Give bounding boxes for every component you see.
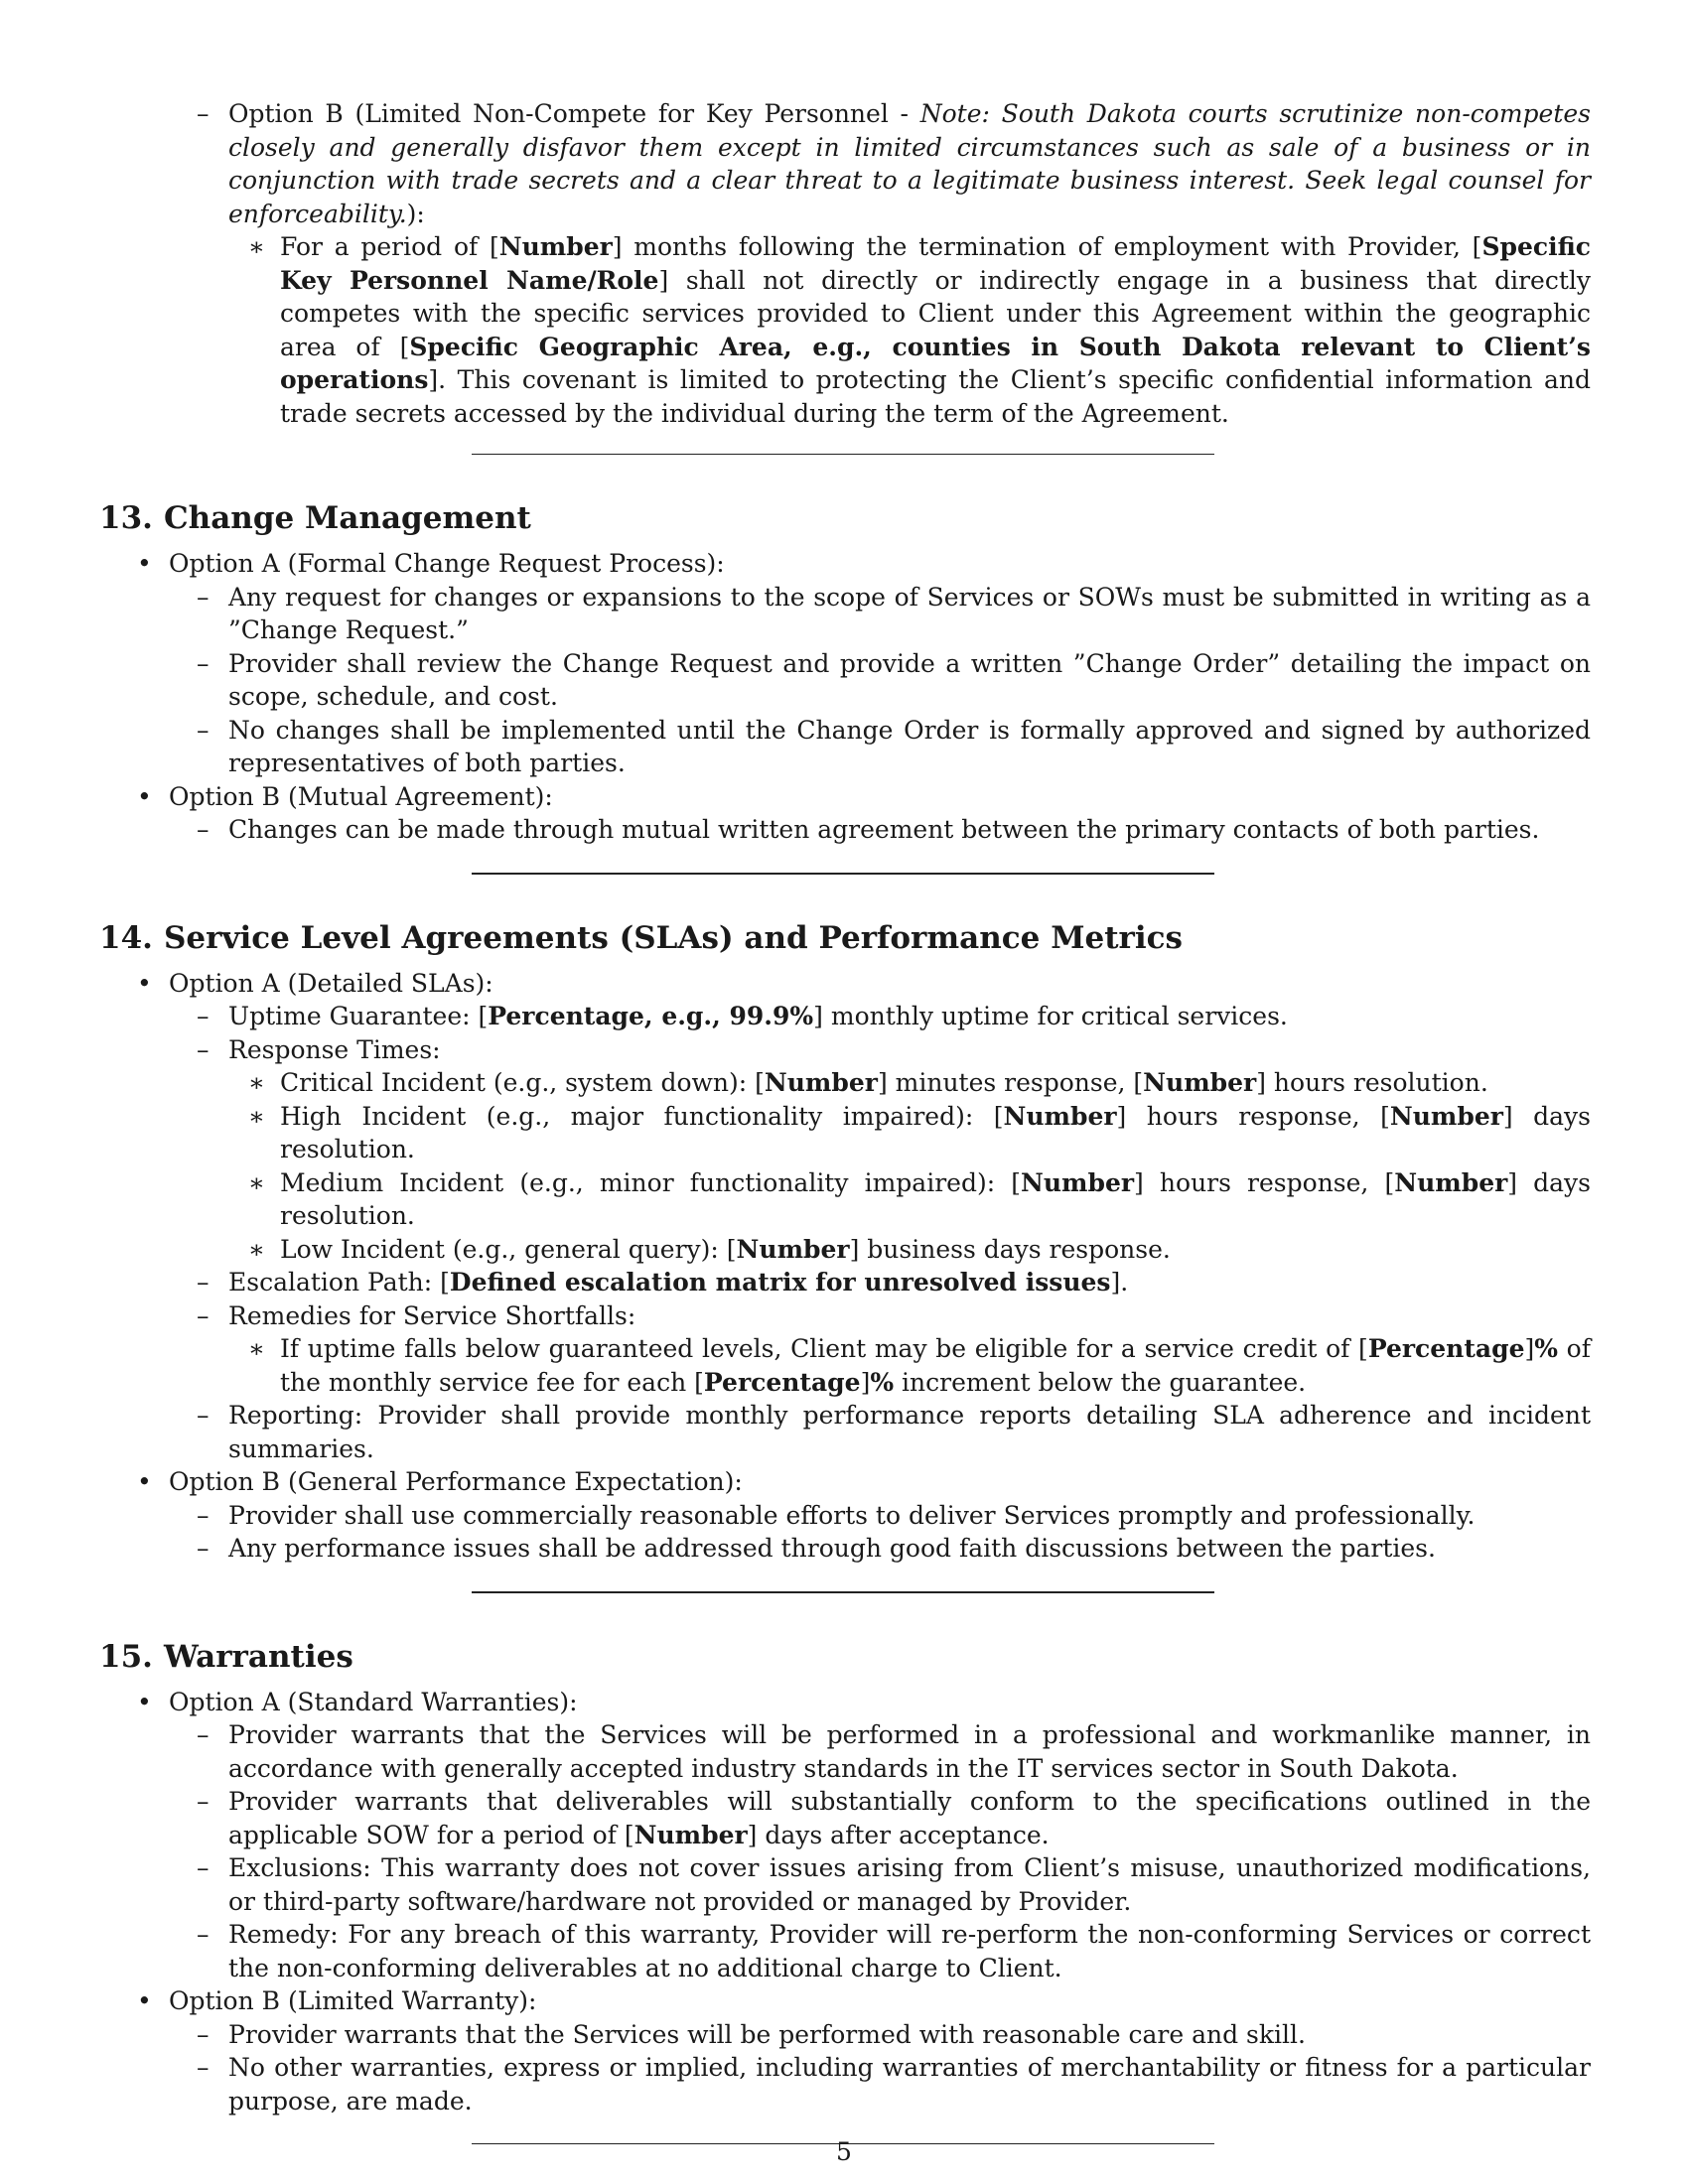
bullet-marker: • bbox=[137, 1986, 152, 2015]
list-item: – Changes can be made through mutual written agreement between the primary contacts of both parties. bbox=[99, 813, 1591, 847]
list-item: – Provider shall use commercially reasonable efforts to deliver Services promptly and professionally. bbox=[99, 1499, 1591, 1533]
dash-marker: – bbox=[197, 1002, 210, 1030]
dash-marker: – bbox=[197, 1500, 210, 1530]
bullet-marker: • bbox=[137, 968, 152, 998]
star-marker: ∗ bbox=[248, 1334, 265, 1363]
sub-list bbox=[99, 581, 1591, 780]
section-heading-14: 14. Service Level Agreements (SLAs) and Performance Metrics bbox=[99, 919, 1183, 956]
section-heading-13: 13. Change Management bbox=[99, 500, 531, 536]
list-item: ∗ Low Incident (e.g., general query): [Number] business days response. bbox=[99, 1233, 1591, 1267]
dash-marker: – bbox=[197, 2019, 210, 2049]
sub-list bbox=[99, 2018, 1591, 2118]
page-number: 5 bbox=[836, 2137, 852, 2166]
list-item: – Any request for changes or expansions to the scope of Services or SOWs must be submitted in writing as a ”Change Request.” bbox=[197, 582, 1591, 644]
list-item: • Option B (Limited Warranty): – Provider warrants that the Services will be performed with reasonable care and skill. – No other warranties, express or implied, including warranties of merchantability or fitness for a particular purpose, are made. bbox=[99, 1984, 1591, 2117]
list-item: – Remedy: For any breach of this warranty, Provider will re-perform the non-conforming Services or correct the non-conforming deliverables at no additional charge to Client. bbox=[197, 1920, 1591, 1982]
star-marker: ∗ bbox=[248, 1068, 265, 1097]
dash-marker: – bbox=[197, 1853, 210, 1882]
dash-marker: – bbox=[197, 1534, 210, 1563]
list-item: • Option B (General Performance Expectation): – Provider shall use commercially reasonable efforts to deliver Services promptly and professionally. – Any performance issues shall be addressed through good faith discussions between the parties. bbox=[99, 1465, 1591, 1566]
list-item: • Option A (Formal Change Request Process): – Any request for changes or expansions to the scope of Services or SOWs must be submitted in writing as a ”Change Request.” – Provider shall review the Change Request and provide a written ”Change Order” detailing the impact on scope, schedule, and cost. – No changes shall be implemented until the Change Order is formally approved and signed by authorized representatives of both parties. bbox=[99, 547, 1591, 780]
list-item: – No changes shall be implemented until the Change Order is formally approved and signed by authorized representatives of both parties. bbox=[197, 715, 1591, 777]
note-text: Note: South Dakota courts scrutinize non-competes closely and generally disfavor them except in limited circumstances such as sale of a business or in conjunction with trade secrets and a clear threat to a legitimate business interest. Seek legal counsel for enforceability. bbox=[228, 99, 1591, 228]
list-item: – Provider shall review the Change Request and provide a written ”Change Order” detailing the impact on scope, schedule, and cost. bbox=[197, 648, 1591, 711]
bullet-marker: • bbox=[137, 781, 152, 811]
section-15-list bbox=[99, 1686, 1591, 2118]
dash-marker: – bbox=[197, 2053, 210, 2082]
sub-list bbox=[99, 1332, 1591, 1399]
star-marker: ∗ bbox=[248, 1101, 265, 1131]
list-item: ∗ If uptime falls below guaranteed levels, Client may be eligible for a service credit of [Percentage]% of the monthly service fee for each [Percentage]% increment below the guarantee. bbox=[248, 1334, 1591, 1397]
list-item: – Provider warrants that the Services will be performed with reasonable care and skill. bbox=[99, 2018, 1591, 2052]
star-marker: ∗ bbox=[248, 1234, 265, 1264]
list-item: – Remedies for Service Shortfalls: ∗ If uptime falls below guaranteed levels, Client may be eligible for a service credit of [Percentage]% of the monthly service fee for each [Percentage]% increment below the guarantee. bbox=[99, 1299, 1591, 1400]
list-item: – No other warranties, express or implied, including warranties of merchantability or fitness for a particular purpose, are made. bbox=[197, 2053, 1591, 2116]
section-divider bbox=[472, 873, 1214, 875]
list-item: – Exclusions: This warranty does not cover issues arising from Client’s misuse, unauthorized modifications, or third-party software/hardware not provided or managed by Provider. bbox=[197, 1853, 1591, 1916]
sub-list bbox=[99, 230, 1591, 430]
dash-marker: – bbox=[197, 1720, 210, 1749]
section-13-list bbox=[99, 547, 1591, 847]
list-item: – Uptime Guarantee: [Percentage, e.g., 99.9%] monthly uptime for critical services. bbox=[99, 1000, 1591, 1033]
dash-marker: – bbox=[197, 1787, 210, 1816]
dash-marker: – bbox=[197, 1401, 210, 1430]
list-item: ∗ High Incident (e.g., major functionality impaired): [Number] hours response, [Number] days resolution. bbox=[248, 1101, 1592, 1163]
bullet-marker: • bbox=[137, 1687, 152, 1716]
sub-list bbox=[99, 1066, 1591, 1266]
list-item: – Reporting: Provider shall provide monthly performance reports detailing SLA adherence and incident summaries. bbox=[197, 1401, 1591, 1463]
list-item: – Provider warrants that deliverables will substantially conform to the specifications outlined in the applicable SOW for a period of [Number] days after acceptance. bbox=[197, 1787, 1591, 1849]
list-item: ∗ Medium Incident (e.g., minor functionality impaired): [Number] hours response, [Number] days resolution. bbox=[248, 1167, 1592, 1230]
section-14-list bbox=[99, 967, 1591, 1566]
noncompete-option-b bbox=[99, 97, 1591, 430]
section-divider bbox=[472, 1591, 1214, 1593]
bullet-marker: • bbox=[137, 549, 152, 578]
dash-marker: – bbox=[197, 99, 210, 128]
sub-list bbox=[99, 1718, 1591, 1984]
list-item: – Any performance issues shall be addressed through good faith discussions between the parties. bbox=[99, 1532, 1591, 1566]
sub-list bbox=[99, 813, 1591, 847]
dash-marker: – bbox=[197, 1034, 210, 1064]
list-item: – Response Times: ∗ Critical Incident (e.g., system down): [Number] minutes response, [Number] hours resolution. ∗ High Incident (e.g., major functionality impaired): [Number] hours response, [Number] days resolution. ∗ Medium Incident (e.g., minor functionality impaired): [Number] hours response, [Number] days resolution. ∗ Low Incident (e.g., general query): [Number] business days response. bbox=[99, 1033, 1591, 1267]
star-marker: ∗ bbox=[248, 232, 265, 261]
list-item: ∗ Critical Incident (e.g., system down): [Number] minutes response, [Number] hours resolution. bbox=[99, 1066, 1591, 1100]
list-item: – Escalation Path: [Defined escalation matrix for unresolved issues]. bbox=[99, 1266, 1591, 1299]
list-item: – Provider warrants that the Services will be performed in a professional and workmanlike manner, in accordance with generally accepted industry standards in the IT services sector in South Dakota. bbox=[197, 1720, 1591, 1783]
section-heading-15: 15. Warranties bbox=[99, 1638, 353, 1675]
section-divider bbox=[472, 454, 1214, 455]
sub-list bbox=[99, 1000, 1591, 1465]
document-body bbox=[99, 97, 1591, 2144]
dash-marker: – bbox=[197, 582, 210, 612]
star-marker: ∗ bbox=[248, 1167, 265, 1197]
dash-marker: – bbox=[197, 1300, 210, 1330]
list-item: • Option A (Standard Warranties): – Provider warrants that the Services will be performed in a professional and workmanlike manner, in accordance with generally accepted industry standards in the IT services sector in South Dakota. – Provider warrants that deliverables will substantially conform to the specifications outlined in the applicable SOW for a period of [Number] days after acceptance. – Exclusions: This warranty does not cover issues arising from Client’s misuse, unauthorized modifications, or third-party software/hardware not provided or managed by Provider. – Remedy: For any breach of this warranty, Provider will re-perform the non-conforming Services or correct the non-conforming deliverables at no additional charge to Client. bbox=[99, 1686, 1591, 1985]
list-item: • Option A (Detailed SLAs): – Uptime Guarantee: [Percentage, e.g., 99.9%] monthly uptime for critical services. – Response Times: ∗ Critical Incident (e.g., system down): [Number] minutes response, [Number] hours resolution. ∗ High Incident (e.g., major functionality impaired): [Number] hours response, [Number] days resolution. ∗ Medium Incident (e.g., minor functionality impaired): [Number] hours response, [Number] days resolution. ∗ Low Incident (e.g., general query): [Number] business days response. – Escalation Path: [Defined escalation matrix for unresolved issues]. – Remedies for Service Shortfalls: ∗ If uptime falls below guaranteed levels, Client may be eligible for a service credit of [Percentage]% of the monthly service fee for each [Percentage]% increment below the guarantee. – Reporting: Provider shall provide monthly performance reports detailing SLA adherence and incident summaries. bbox=[99, 967, 1591, 1466]
dash-marker: – bbox=[197, 1268, 210, 1297]
dash-marker: – bbox=[197, 648, 210, 678]
dash-marker: – bbox=[197, 715, 210, 745]
bullet-marker: • bbox=[137, 1467, 152, 1496]
list-item: ∗ For a period of [Number] months following the termination of employment with Provider, [Specific Key Personnel Name/Role] shall not directly or indirectly engage in a business that directly competes with the specific services provided to Client under this Agreement within the geographic area of [Specific Geographic Area, e.g., counties in South Dakota relevant to Client’s operations]. This covenant is limited to protecting the Client’s specific confidential information and trade secrets accessed by the individual during the term of the Agreement. bbox=[248, 232, 1592, 428]
sub-list bbox=[99, 1499, 1591, 1566]
list-item: – Option B (Limited Non-Compete for Key Personnel - Note: South Dakota courts scrutinize non-competes closely and generally disfavor them except in limited circumstances such as sale of a business or in conjunction with trade secrets and a clear threat to a legitimate business interest. Seek legal counsel for enforceability.): ∗ For a period of [Number] months following the termination of employment with Provider, [Specific Key Personnel Name/Role] shall not directly or indirectly engage in a business that directly competes with the specific services provided to Client under this Agreement within the geographic area of [Specific Geographic Area, e.g., counties in South Dakota relevant to Client’s operations]. This covenant is limited to protecting the Client’s specific confidential information and trade secrets accessed by the individual during the term of the Agreement. bbox=[99, 97, 1591, 430]
dash-marker: – bbox=[197, 815, 210, 844]
dash-marker: – bbox=[197, 1920, 210, 1949]
list-item: • Option B (Mutual Agreement): – Changes can be made through mutual written agreement between the primary contacts of both parties. bbox=[99, 780, 1591, 847]
